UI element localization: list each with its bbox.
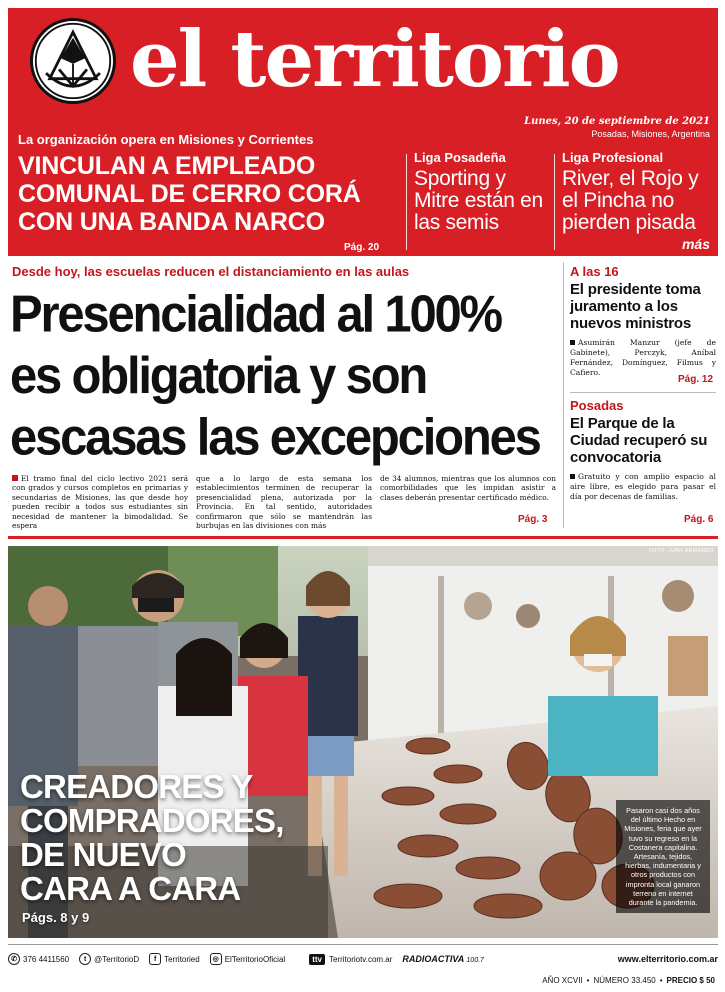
radio-link[interactable] — [402, 954, 484, 964]
divider — [554, 154, 555, 250]
photo-headline-line: DE NUEVO — [20, 836, 186, 873]
sidebar-page: Pág. 12 — [678, 374, 714, 385]
divider — [406, 154, 407, 250]
facebook-handle: Territoried — [164, 954, 200, 964]
dateline — [524, 116, 710, 139]
photo-pages: Págs. 8 y 9 — [22, 910, 90, 925]
twitter-icon: t — [79, 953, 91, 965]
photo-caption: Pasaron casi dos años del último Hecho en Misiones, feria que ayer tuvo su regreso en la Costanera capitalina. Artesanía, tejidos, hierbas, indumentaria y otros productos con impronta local ganaron terreno en internet durante la pandemia. — [616, 800, 710, 913]
photo-headline-line: CARA A CARA — [20, 870, 241, 907]
bullet-square-icon — [570, 474, 575, 479]
photo-headline-line: CREADORES Y — [20, 768, 253, 805]
lead-column: El tramo final del ciclo lectivo 2021 será con grados y cursos completos en primarias y secundarias de Misiones, las que desde hoy pueden recibir a todos sus estudiantes sin necesidad de mantener la bimodalidad. Se espera — [12, 474, 188, 531]
whatsapp-link[interactable] — [8, 953, 69, 965]
feature-photo[interactable] — [8, 546, 718, 938]
sidebar-story-2[interactable] — [570, 398, 716, 502]
lead-column: que a lo largo de esta semana los establecimientos terminen de recuperar la presencialidad plena, autorizada por la Provincia. En tal sentido, autoridades confirmaron que sólo se mantendrán las burbujas en las divisiones con más — [196, 474, 372, 531]
divider — [570, 392, 716, 393]
twitter-link[interactable] — [79, 953, 139, 965]
whatsapp-number: 376 4411560 — [23, 954, 70, 964]
radio-frequency: 100.7 — [466, 957, 484, 964]
mas-badge: más — [681, 236, 710, 252]
sidebar-kicker: A las 16 — [570, 264, 619, 279]
sidebar-headline: El presidente toma juramento a los nuevos ministros — [570, 281, 701, 332]
footer-rule — [8, 944, 718, 945]
facebook-icon: f — [149, 953, 161, 965]
lead-body — [12, 474, 556, 530]
lead-headline[interactable]: Presencialidad al 100% es obligatoria y son escasas las excepciones — [10, 286, 540, 467]
bullet-square-icon — [12, 475, 18, 481]
sports-kicker: Liga Posadeña — [414, 150, 506, 165]
top-story-headline[interactable]: VINCULAN A EMPLEADO COMUNAL DE CERRO CORÁ CON UNA BANDA NARCO — [18, 152, 361, 236]
lead-page: Pág. 3 — [518, 514, 548, 525]
facebook-link[interactable] — [149, 953, 200, 965]
sidebar-page: Pág. 6 — [684, 514, 714, 525]
issue-info: AÑO XCVII • NÚMERO 33.450 • PRECIO $ 50 — [542, 976, 715, 985]
footer — [8, 950, 718, 968]
top-story-kicker: La organización opera en Misiones y Corrientes — [18, 132, 314, 147]
photo-credit: FOTO: JUAN ARMANDO — [648, 548, 714, 554]
issue-year: AÑO XCVII — [542, 976, 583, 985]
issue-number: NÚMERO 33.450 — [593, 976, 656, 985]
sidebar-headline: El Parque de la Ciudad recuperó su convocatoria — [570, 415, 708, 466]
sidebar-body: Gratuito y con amplio espacio al aire libre, es elegido para pasar el día por decenas de familias. — [570, 472, 716, 501]
brand-title: el territorio — [130, 14, 619, 105]
ttv-link[interactable] — [309, 954, 392, 965]
instagram-link[interactable] — [210, 953, 285, 965]
masthead — [8, 8, 718, 256]
sports-headline: Sporting y Mitre están en las semis — [414, 167, 543, 234]
ttv-site: Territoriotv.com.ar — [328, 954, 393, 964]
issue-place: Posadas, Misiones, Argentina — [591, 129, 710, 139]
issue-date: Lunes, 20 de septiembre de 2021 — [524, 116, 710, 127]
sports-item-1[interactable] — [414, 150, 554, 234]
photo-headline-line: COMPRADORES, — [20, 802, 284, 839]
top-story-page: Pág. 20 — [344, 242, 380, 253]
sidebar-body: Asumirán Manzur (jefe de Gabinete), Perczyk, Aníbal Fernández, Domínguez, Filmus y Cafiero. — [570, 338, 716, 377]
twitter-handle: @TerritorioD — [94, 954, 140, 964]
issue-price: PRECIO $ 50 — [666, 976, 715, 985]
photo-headline — [20, 770, 284, 906]
instagram-icon: ◎ — [210, 953, 222, 965]
divider — [563, 262, 564, 528]
radio-name: RADIOACTIVA — [402, 954, 464, 964]
lead-kicker: Desde hoy, las escuelas reducen el distanciamiento en las aulas — [12, 264, 410, 279]
sidebar-kicker: Posadas — [570, 398, 624, 413]
ttv-logo-icon: ttv — [309, 954, 325, 965]
sports-kicker: Liga Profesional — [562, 150, 664, 165]
website-link[interactable]: www.elterritorio.com.ar — [617, 954, 718, 964]
face-logo-icon — [33, 21, 113, 101]
sidebar-story-1[interactable] — [570, 264, 716, 378]
sports-item-2[interactable] — [562, 150, 712, 234]
lead-column: de 34 alumnos, mientras que los alumnos con comorbilidades que les impidan asistir a clases deberán presentar certificado médico. — [380, 474, 556, 502]
sports-headline: River, el Rojo y el Pincha no pierden pisada — [562, 167, 699, 234]
whatsapp-icon: ✆ — [8, 953, 20, 965]
section-rule — [8, 536, 718, 539]
bullet-square-icon — [570, 340, 575, 345]
logo-seal — [30, 18, 116, 104]
instagram-handle: ElTerritorioOficial — [224, 954, 286, 964]
